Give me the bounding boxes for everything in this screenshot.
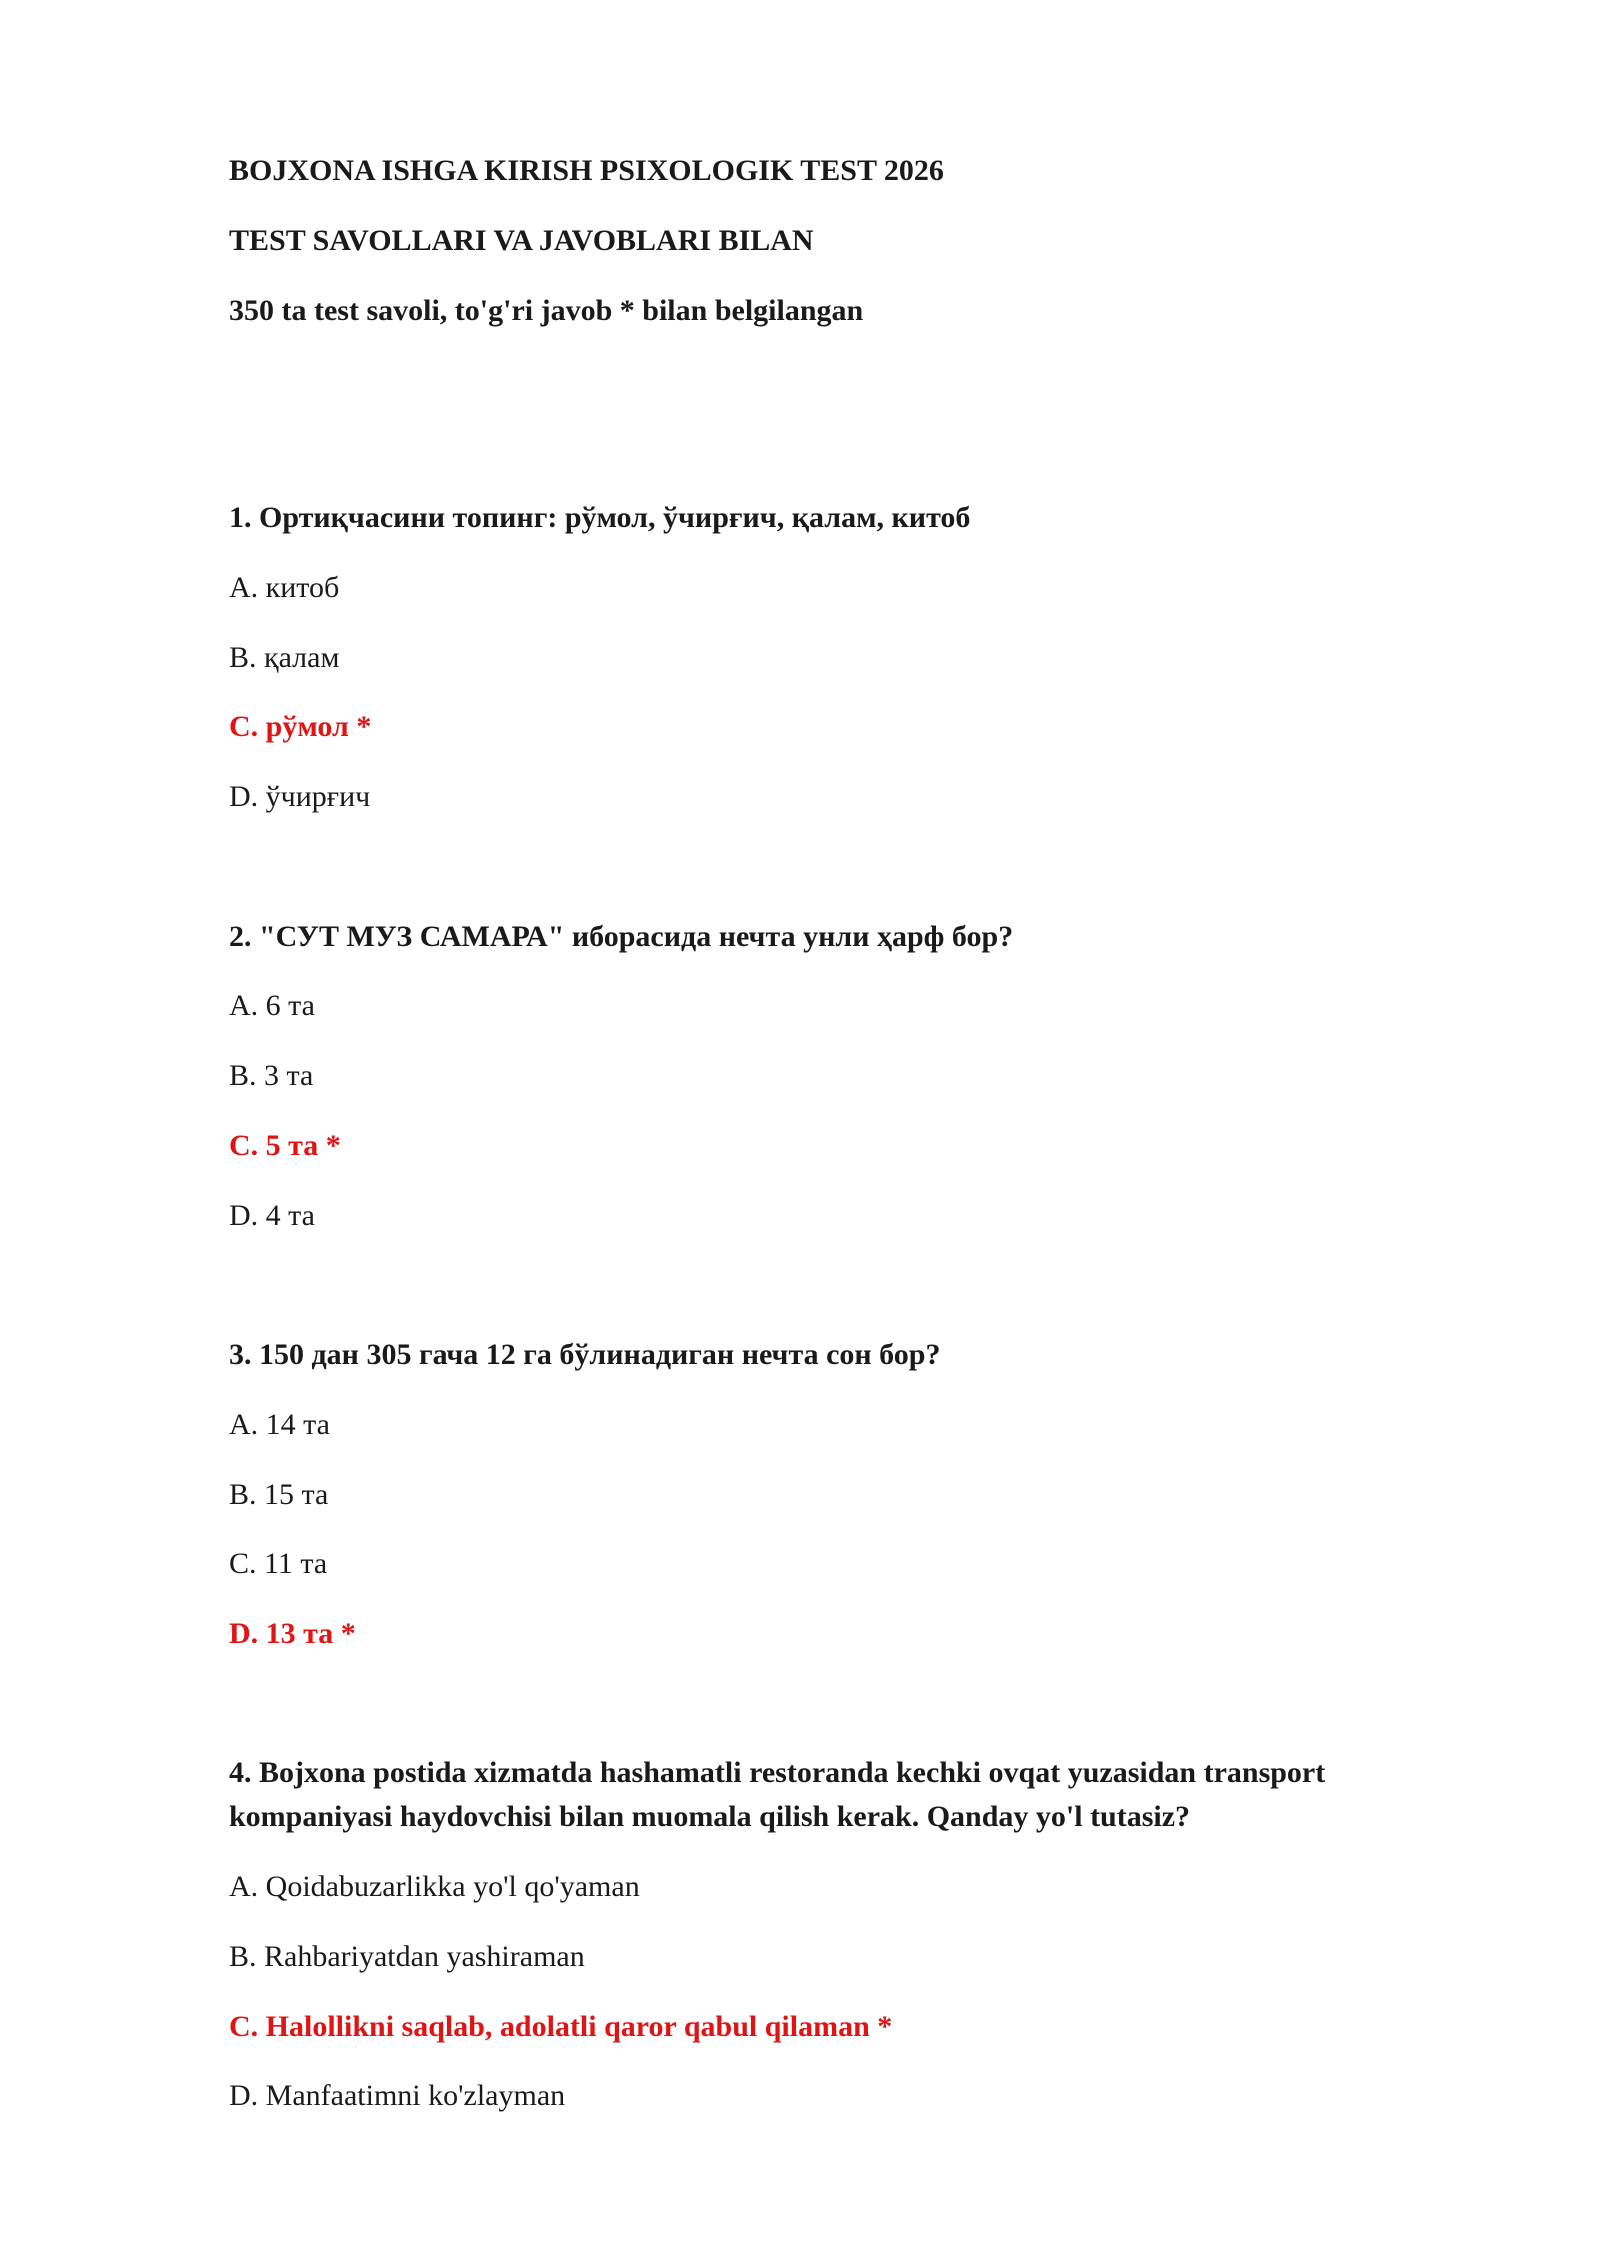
question-3-text: 3. 150 дан 305 гача 12 га бўлинадиган нечта сон бор? (229, 1338, 941, 1371)
question-4-option-b: B. Rahbariyatdan yashiraman (229, 1940, 585, 1973)
question-3-option-c: C. 11 та (229, 1547, 328, 1580)
question-2-option-b: B. 3 та (229, 1059, 314, 1092)
question-4-option-a: A. Qoidabuzarlikka yo'l qo'yaman (229, 1870, 640, 1903)
question-1-text: 1. Ортиқчасини топинг: рўмол, ўчирғич, қалам, китоб (229, 501, 971, 534)
question-4-option-d: D. Manfaatimni ko'zlayman (229, 2079, 566, 2112)
question-1-option-d: D. ўчирғич (229, 780, 371, 813)
question-1-option-b: B. қалам (229, 641, 340, 674)
document-subtitle: TEST SAVOLLARI VA JAVOBLARI BILAN (229, 224, 814, 257)
question-2-text: 2. "СУТ МУЗ САМАРА" иборасида нечта унли ҳарф бор? (229, 920, 1014, 953)
question-1-option-c-correct: C. рўмол * (229, 710, 372, 743)
question-4-option-c-correct: C. Halollikni saqlab, adolatli qaror qabul qilaman * (229, 2010, 893, 2043)
question-2-option-c-correct: C. 5 та * (229, 1129, 341, 1162)
question-2-option-d: D. 4 та (229, 1199, 315, 1232)
question-2-option-a: A. 6 та (229, 989, 315, 1022)
document-note: 350 ta test savoli, to'g'ri javob * bilan belgilangan (229, 294, 864, 327)
document-title: BOJXONA ISHGA KIRISH PSIXOLOGIK TEST 2026 (229, 154, 944, 187)
question-3-option-b: B. 15 та (229, 1478, 329, 1511)
question-3-option-a: A. 14 та (229, 1408, 330, 1441)
question-4-text-line-1: 4. Bojxona postida xizmatda hashamatli restoranda kechki ovqat yuzasidan transport (229, 1756, 1326, 1789)
question-4-text-line-2: kompaniyasi haydovchisi bilan muomala qilish kerak. Qanday yo'l tutasiz? (229, 1800, 1191, 1833)
question-3-option-d-correct: D. 13 та * (229, 1617, 356, 1650)
question-1-option-a: A. китоб (229, 571, 340, 604)
